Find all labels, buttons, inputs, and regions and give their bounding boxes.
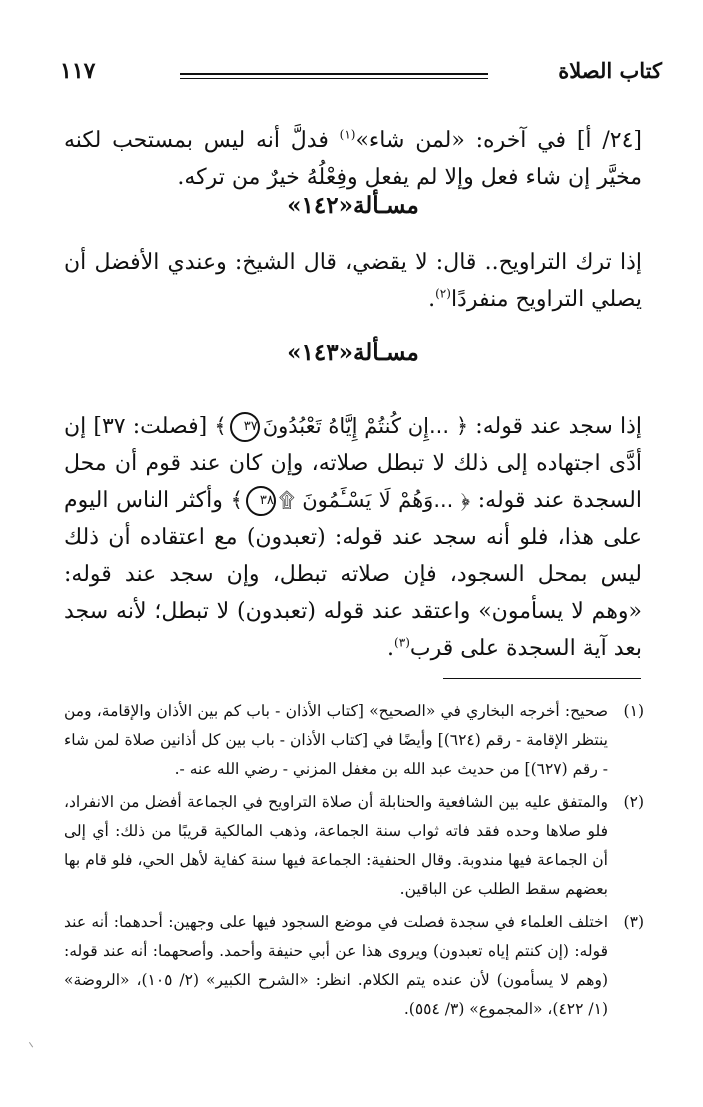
- page-number: ١١٧: [60, 58, 96, 84]
- footnote-text: اختلف العلماء في سجدة فصلت في موضع السجود فيها على وجهين: أحدهما: أنه عند قوله: (إن كنتم إياه تعبدون) ويروى هذا عن أبي حنيفة وأحمد. وأصحهما: أنه عند قوله: (وهم لا يسأمون) لأن عنده يتم الكلام. انظر: «الشرح الكبير» (٢/ ١٠٥)، «الروضة» (١/ ٤٢٢)، «المجموع» (٣/ ٥٥٤).: [64, 913, 608, 1018]
- quran-quote-1-close: ﴾: [214, 414, 227, 438]
- chapter-title: كتاب الصلاة: [558, 58, 662, 83]
- footnote-ref-3[interactable]: (٣): [394, 635, 410, 650]
- issue-143-heading: مسـألة«١٤٣»: [287, 339, 419, 366]
- paragraph-2: [64, 244, 642, 318]
- footnote-2: [64, 788, 644, 904]
- ayah-marker-37: ٣٧: [230, 412, 260, 442]
- paragraph-2-end: .: [428, 287, 436, 312]
- paragraph-3: [64, 408, 642, 667]
- quran-quote-2-close: ﴾: [230, 488, 243, 512]
- paragraph-1-start: [٢٤/ أ] في آخره: «لمن شاء»: [355, 128, 642, 153]
- paragraph-3-intro: إذا سجد عند قوله:: [468, 414, 642, 439]
- paragraph-3-mid-2: وأكثر الناس اليوم على هذا، فلو أنه سجد عند قوله: (تعبدون) مع اعتقاده أن ذلك ليس بمحل السجود، فإن صلاته تبطل، وإن سجد عند قوله: «وهم لا يسأمون» واعتقد عند قوله (تعبدون) لا تبطل؛ لأنه سجد بعد آية السجدة على قرب: [64, 488, 642, 661]
- paragraph-3-end: .: [387, 636, 395, 661]
- header-rule: [180, 73, 488, 75]
- footnote-3: [64, 908, 644, 1024]
- footnote-number: (٢): [623, 793, 644, 811]
- paragraph-1-end: فدلَّ أنه ليس بمستحب لكنه مخيَّر إن شاء فعل وإلا لم يفعل وفِعْلُهُ خيرٌ من تركه.: [64, 128, 642, 190]
- footnotes: [64, 697, 644, 1028]
- footnote-number: (١): [623, 702, 644, 720]
- footnote-ref-2[interactable]: (٢): [435, 286, 451, 301]
- issue-142-heading: مسـألة«١٤٢»: [287, 192, 419, 219]
- header-rule-thin: [180, 78, 488, 79]
- footnote-1: [64, 697, 644, 784]
- paragraph-3-mid-1: [فصلت: ٣٧] إن أدَّى اجتهاده إلى ذلك لا تبطل صلاته، وإن كان عند قوم أن محل السجدة عند قوله:: [64, 414, 642, 513]
- paragraph-2-text: إذا ترك التراويح.. قال: لا يقضي، قال الشيخ: وعندي الأفضل أن يصلي التراويح منفردًا: [64, 250, 643, 312]
- footnote-text: صحيح: أخرجه البخاري في «الصحيح» [كتاب الأذان - باب كم بين الأذان والإقامة، ومن ينتظر الإقامة - رقم (٦٢٤)] وأيضًا في [كتاب الأذان - باب بين كل أذانين صلاة لمن شاء - رقم (٦٢٧)] من حديث عبد الله بن مغفل المزني - رضي الله عنه -.: [64, 702, 608, 778]
- quran-quote-2: ﴿ ...وَهُمْ لَا يَسْـَٔمُونَ ۩: [278, 488, 471, 512]
- ayah-marker-38: ٣٨: [246, 486, 276, 516]
- running-header: [60, 56, 662, 90]
- footnote-text: والمتفق عليه بين الشافعية والحنابلة أن صلاة التراويح في الجماعة أفضل من الانفراد، فلو صلاها وحده فقد فاته ثواب سنة الجماعة، وذهب المالكية قريبًا من ذلك: أي إلى أن الجماعة فيها مندوبة. وقال الحنفية: الجماعة فيها سنة كفاية لأهل الحي، فلو قام بها بعضهم سقط الطلب عن الباقين.: [64, 793, 609, 898]
- footnote-separator: [443, 678, 641, 679]
- footnote-ref-1[interactable]: (١): [339, 127, 356, 142]
- scan-mark: [29, 1039, 38, 1048]
- quran-quote-1: ﴿ ...إِن كُنتُمْ إِيَّاهُ تَعْبُدُونَ: [262, 414, 469, 438]
- paragraph-1: [64, 122, 642, 196]
- footnote-number: (٣): [623, 913, 644, 931]
